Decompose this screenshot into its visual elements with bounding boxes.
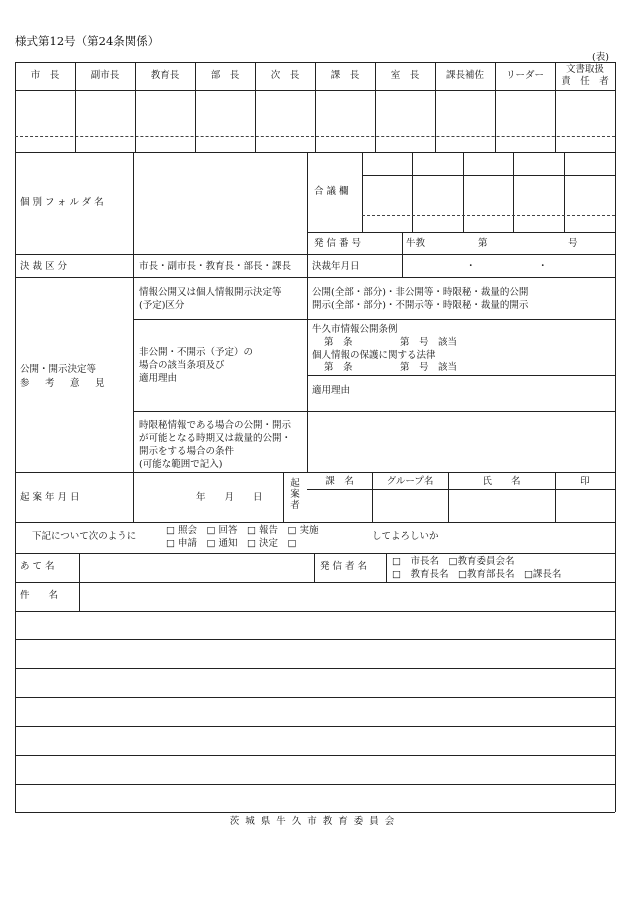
- disclosure-option-2: 開示(全部・部分)・不開示等・時限秘・裁量的開示: [312, 300, 529, 311]
- approval-deputy-director: 次 長: [270, 70, 300, 81]
- timed-line-3: 開示をする場合の条件: [139, 446, 235, 457]
- folder-label: 個別フォルダ名: [20, 197, 107, 208]
- timed-line-4: (可能な範囲で記入): [139, 459, 223, 470]
- reason-label: 適用理由: [312, 385, 351, 396]
- approval-vice-mayor: 副市長: [90, 70, 120, 81]
- nondisclose-line-3: 適用理由: [139, 373, 178, 384]
- sender-checkbox-row-2[interactable]: □ 教育長名 □教育部長名 □課長名: [392, 569, 562, 580]
- drafter-col-seal: 印: [580, 476, 590, 487]
- decision-date-dot-2: ・: [538, 261, 548, 272]
- draft-date-value: 年 月 日: [196, 492, 263, 503]
- disclosure-label-1: 公開・開示決定等: [20, 364, 97, 375]
- approval-office-chief: 室 長: [390, 70, 420, 81]
- request-suffix: してよろしいか: [372, 531, 439, 542]
- sender-label: 発信者名: [320, 561, 371, 572]
- request-checkbox-row-1[interactable]: □ 照会 □ 回答 □ 報告 □ 実施: [166, 525, 319, 536]
- decision-options: 市長・副市長・教育長・部長・課長: [139, 261, 292, 272]
- ordinance-line-3: 個人情報の保護に関する法律: [312, 350, 436, 361]
- drafter-col-section: 課 名: [325, 476, 354, 487]
- council-label: 合議欄: [314, 186, 352, 197]
- nondisclose-line-1: 非公開・不開示（予定）の: [139, 347, 254, 358]
- drafter-col-name: 氏 名: [482, 476, 521, 487]
- approval-director: 部 長: [210, 70, 240, 81]
- approval-doc-manager-line1: 文書取扱: [565, 64, 604, 75]
- approval-assistant-chief: 課長補佐: [445, 70, 484, 81]
- decision-date-dot-1: ・: [466, 261, 476, 272]
- decision-date-label: 決裁年月日: [312, 261, 360, 272]
- send-number-label: 発信番号: [314, 238, 365, 249]
- drafter-label: 起案者: [290, 478, 300, 511]
- request-prefix: 下記について次のように: [32, 531, 137, 542]
- ordinance-line-2: 第 条 第 号 該当: [324, 337, 458, 348]
- approval-leader: リーダー: [505, 70, 544, 81]
- disclosure-type-2: (予定)区分: [139, 300, 185, 311]
- send-number-prefix: 牛教: [406, 238, 426, 249]
- ordinance-line-4: 第 条 第 号 該当: [324, 362, 458, 373]
- subject-label: 件 名: [20, 590, 59, 601]
- addressee-label: あて名: [20, 561, 58, 572]
- disclosure-option-1: 公開(全部・部分)・非公開等・時限秘・裁量的公開: [312, 287, 529, 298]
- approval-mayor: 市 長: [30, 70, 60, 81]
- form-title: 様式第12号（第24条関係）: [15, 34, 160, 48]
- ordinance-line-1: 牛久市情報公開条例: [312, 324, 398, 335]
- decision-label: 決裁区分: [20, 261, 71, 272]
- send-number-mid: 第: [478, 238, 488, 249]
- drafter-col-group: グループ名: [386, 476, 434, 487]
- draft-date-label: 起案年月日: [20, 492, 83, 503]
- timed-line-2: が可能となる時期又は裁量的公開・: [139, 433, 292, 444]
- timed-line-1: 時限秘情報である場合の公開・開示: [139, 420, 292, 431]
- send-number-suffix: 号: [568, 238, 578, 249]
- request-checkbox-row-2[interactable]: □ 申請 □ 通知 □ 決定 □: [166, 538, 297, 549]
- approval-doc-manager-line2: 責 任 者: [561, 76, 609, 87]
- disclosure-label-2: 参 考 意 見: [20, 378, 108, 389]
- nondisclose-line-2: 場合の該当条項及び: [139, 360, 225, 371]
- approval-section-chief: 課 長: [330, 70, 360, 81]
- approval-superintendent: 教育長: [150, 70, 180, 81]
- sender-checkbox-row-1[interactable]: □ 市長名 □教育委員会名: [392, 556, 515, 567]
- side-label: (表): [592, 52, 609, 63]
- disclosure-type-1: 情報公開又は個人情報開示決定等: [139, 287, 282, 298]
- footer-issuer: 茨城県牛久市教育委員会: [229, 816, 401, 827]
